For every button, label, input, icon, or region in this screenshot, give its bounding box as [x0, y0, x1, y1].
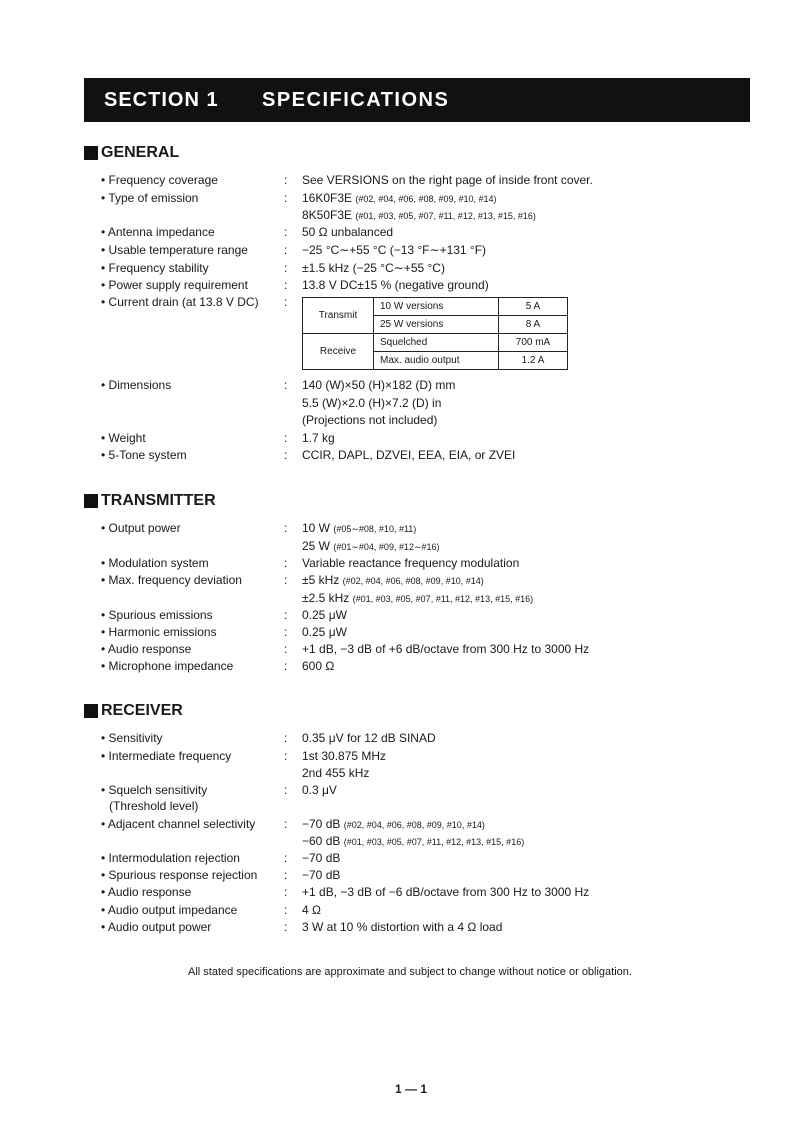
spec-row: [0, 572, 801, 589]
spec-row: [0, 590, 801, 607]
spec-row: [0, 833, 801, 850]
spec-row: [0, 641, 801, 658]
spec-row: [0, 730, 801, 747]
spec-value: 1.7 kg: [302, 431, 335, 445]
spec-label: • Audio response: [101, 642, 192, 656]
colon: :: [284, 868, 288, 882]
colon: :: [284, 851, 288, 865]
spec-label: • Intermediate frequency: [101, 749, 232, 763]
colon: :: [284, 278, 288, 292]
spec-value: 1st 30.875 MHz: [302, 749, 387, 763]
spec-row: [0, 850, 801, 867]
spec-label: • Max. frequency deviation: [101, 573, 242, 587]
spec-row: [0, 190, 801, 207]
table-cell-value: 8 A: [499, 316, 568, 334]
colon: :: [284, 191, 288, 205]
table-cell-value: 1.2 A: [499, 352, 568, 370]
table-row: [303, 298, 568, 316]
transmit-group-label: Transmit: [303, 298, 374, 334]
spec-row: [0, 207, 801, 224]
table-cell-item: Max. audio output: [374, 352, 499, 370]
spec-row: [0, 748, 801, 765]
colon: :: [284, 448, 288, 462]
value-main: ±2.5 kHz: [302, 591, 350, 605]
spec-value: +1 dB, −3 dB of +6 dB/octave from 300 Hz to 3000 Hz: [302, 642, 590, 656]
version-codes: (#02, #04, #06, #08, #09, #10, #14): [342, 576, 484, 586]
spec-value: [302, 520, 416, 538]
spec-row: [0, 798, 801, 815]
spec-label: • Intermodulation rejection: [101, 851, 240, 865]
spec-value: 0.25 μW: [302, 608, 347, 622]
spec-row: [0, 447, 801, 464]
current-drain-table: [302, 297, 568, 370]
colon: :: [284, 817, 288, 831]
value-main: 8K50F3E: [302, 208, 353, 222]
version-codes: (#01, #03, #05, #07, #11, #12, #13, #15, #16): [352, 594, 534, 604]
spec-value: 0.3 μV: [302, 783, 337, 797]
spec-value: 3 W at 10 % distortion with a 4 Ω load: [302, 920, 503, 934]
spec-row: [0, 867, 801, 884]
spec-label: • 5-Tone system: [101, 448, 187, 462]
spec-label: • Weight: [101, 431, 146, 445]
version-codes: (#02, #04, #06, #08, #09, #10, #14): [355, 194, 497, 204]
spec-value: −25 °C∼+55 °C (−13 °F∼+131 °F): [302, 243, 487, 257]
table-cell-value: 700 mA: [499, 334, 568, 352]
spec-label: • Usable temperature range: [101, 243, 248, 257]
square-bullet-icon: [84, 494, 98, 508]
version-codes: (#01∼#04, #09, #12∼#16): [333, 542, 440, 552]
spec-value: 0.35 μV for 12 dB SINAD: [302, 731, 436, 745]
spec-row: [0, 242, 801, 259]
spec-value: 5.5 (W)×2.0 (H)×7.2 (D) in: [302, 396, 442, 410]
colon: :: [284, 659, 288, 673]
spec-label: • Squelch sensitivity: [101, 783, 208, 797]
section-title-bar: [84, 78, 750, 122]
colon: :: [284, 783, 288, 797]
colon: :: [284, 295, 288, 309]
square-bullet-icon: [84, 146, 98, 160]
spec-value: −70 dB: [302, 851, 341, 865]
spec-row: [0, 607, 801, 624]
colon: :: [284, 749, 288, 763]
spec-label: • Audio response: [101, 885, 192, 899]
spec-value: +1 dB, −3 dB of −6 dB/octave from 300 Hz to 3000 Hz: [302, 885, 590, 899]
colon: :: [284, 521, 288, 535]
spec-label: • Adjacent channel selectivity: [101, 817, 256, 831]
spec-row: [0, 782, 801, 799]
spec-label: • Dimensions: [101, 378, 172, 392]
spec-label: • Frequency coverage: [101, 173, 218, 187]
spec-row: [0, 412, 801, 429]
spec-label: • Frequency stability: [101, 261, 209, 275]
spec-row: [0, 520, 801, 537]
colon: :: [284, 225, 288, 239]
table-cell-item: Squelched: [374, 334, 499, 352]
disclaimer-note: All stated specifications are approximate and subject to change without notice or obligation.: [188, 966, 632, 978]
spec-row: [0, 902, 801, 919]
colon: :: [284, 261, 288, 275]
spec-label: • Type of emission: [101, 191, 199, 205]
spec-row: [0, 555, 801, 572]
transmitter-heading-text: TRANSMITTER: [101, 492, 216, 509]
spec-value: [302, 590, 533, 608]
table-row: [303, 334, 568, 352]
spec-label: • Antenna impedance: [101, 225, 215, 239]
receiver-heading-text: RECEIVER: [101, 702, 183, 719]
spec-label: • Spurious response rejection: [101, 868, 258, 882]
page-number: 1 — 1: [395, 1082, 428, 1096]
colon: :: [284, 920, 288, 934]
colon: :: [284, 642, 288, 656]
spec-row: [0, 277, 801, 294]
spec-row: [0, 172, 801, 189]
value-main: −60 dB: [302, 834, 341, 848]
spec-row: [0, 224, 801, 241]
spec-value: CCIR, DAPL, DZVEI, EEA, EIA, or ZVEI: [302, 448, 516, 462]
spec-row: [0, 395, 801, 412]
colon: :: [284, 431, 288, 445]
value-main: 10 W: [302, 521, 331, 535]
spec-value: 13.8 V DC±15 % (negative ground): [302, 278, 489, 292]
spec-label: • Output power: [101, 521, 181, 535]
version-codes: (#05∼#08, #10, #11): [333, 524, 417, 534]
spec-value: [302, 833, 524, 851]
colon: :: [284, 731, 288, 745]
spec-label: (Threshold level): [109, 799, 199, 813]
spec-value: 4 Ω: [302, 903, 321, 917]
page-title: SPECIFICATIONS: [262, 88, 450, 111]
colon: :: [284, 903, 288, 917]
receiver-heading: [84, 700, 183, 722]
general-heading-text: GENERAL: [101, 144, 180, 161]
spec-label: • Power supply requirement: [101, 278, 248, 292]
colon: :: [284, 885, 288, 899]
version-codes: (#01, #03, #05, #07, #11, #12, #13, #15, #16): [355, 211, 536, 221]
section-number: SECTION 1: [104, 88, 219, 111]
spec-label: • Modulation system: [101, 556, 209, 570]
spec-row: [0, 816, 801, 833]
spec-label: • Audio output impedance: [101, 903, 238, 917]
spec-value: [302, 207, 536, 225]
spec-value: 50 Ω unbalanced: [302, 225, 394, 239]
spec-value: [302, 816, 485, 834]
spec-value: ±1.5 kHz (−25 °C∼+55 °C): [302, 261, 445, 275]
spec-row: [0, 765, 801, 782]
spec-row: [0, 430, 801, 447]
version-codes: (#01, #03, #05, #07, #11, #12, #13, #15, #16): [343, 837, 525, 847]
spec-value: [302, 190, 497, 208]
spec-row: [0, 624, 801, 641]
spec-label: • Sensitivity: [101, 731, 163, 745]
spec-label: • Harmonic emissions: [101, 625, 217, 639]
square-bullet-icon: [84, 704, 98, 718]
colon: :: [284, 378, 288, 392]
colon: :: [284, 243, 288, 257]
spec-value: (Projections not included): [302, 413, 438, 427]
spec-row: [0, 377, 801, 394]
transmitter-heading: [84, 490, 216, 512]
spec-row: [0, 260, 801, 277]
value-main: 16K0F3E: [302, 191, 353, 205]
table-cell-item: 25 W versions: [374, 316, 499, 334]
value-main: −70 dB: [302, 817, 341, 831]
colon: :: [284, 556, 288, 570]
spec-label: • Current drain (at 13.8 V DC): [101, 295, 259, 309]
spec-label: • Microphone impedance: [101, 659, 234, 673]
value-main: ±5 kHz: [302, 573, 340, 587]
value-main: 25 W: [302, 539, 331, 553]
spec-row: [0, 919, 801, 936]
table-cell-value: 5 A: [499, 298, 568, 316]
spec-value: 600 Ω: [302, 659, 335, 673]
spec-value: [302, 572, 484, 590]
spec-row: [0, 884, 801, 901]
spec-value: −70 dB: [302, 868, 341, 882]
spec-value: [302, 538, 440, 556]
general-heading: [84, 142, 179, 164]
spec-label: • Audio output power: [101, 920, 212, 934]
spec-value: 140 (W)×50 (H)×182 (D) mm: [302, 378, 456, 392]
table-cell-item: 10 W versions: [374, 298, 499, 316]
version-codes: (#02, #04, #06, #08, #09, #10, #14): [343, 820, 485, 830]
colon: :: [284, 608, 288, 622]
spec-value: 0.25 μW: [302, 625, 347, 639]
colon: :: [284, 573, 288, 587]
colon: :: [284, 173, 288, 187]
spec-value: Variable reactance frequency modulation: [302, 556, 520, 570]
spec-label: • Spurious emissions: [101, 608, 213, 622]
colon: :: [284, 625, 288, 639]
spec-value: 2nd 455 kHz: [302, 766, 370, 780]
spec-row: [0, 658, 801, 675]
spec-row: [0, 538, 801, 555]
receive-group-label: Receive: [303, 334, 374, 370]
spec-value: See VERSIONS on the right page of inside front cover.: [302, 173, 593, 187]
